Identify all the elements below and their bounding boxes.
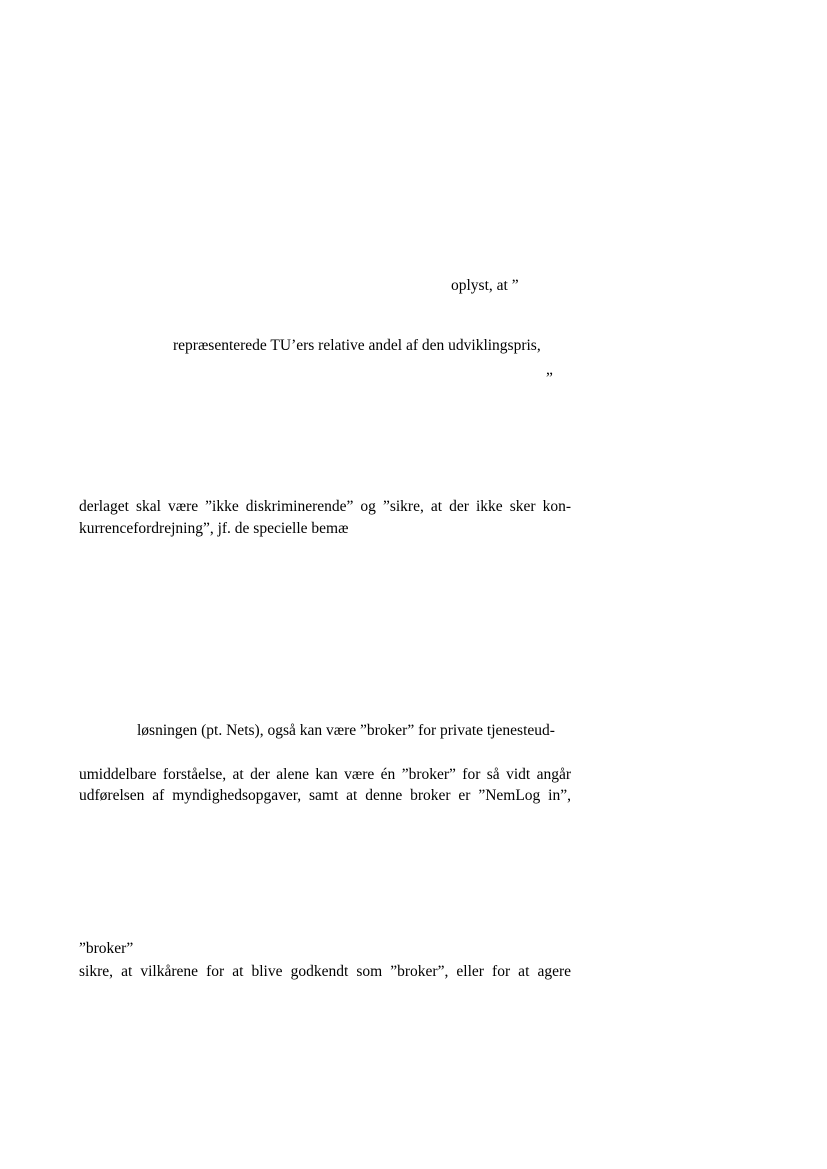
text-line-konkurrencefordrejning: kurrencefordrejning”, jf. de specielle bemæ (79, 520, 349, 537)
text-fragment-oplyst: oplyst, at ” (451, 277, 519, 294)
text-line-nets-broker: løsningen (pt. Nets), også kan være ”broker” for private tjenesteud- (137, 722, 555, 739)
text-line-godkendt-broker: sikre, at vilkårene for at blive godkendt som ”broker”, eller for at agere (79, 963, 571, 980)
text-line-nemlog-in: udførelsen af myndighedsopgaver, samt at denne broker er ”NemLog in”, (79, 787, 571, 804)
text-line-en-broker: umiddelbare forståelse, at der alene kan være én ”broker” for så vidt angår (79, 766, 571, 783)
text-fragment-tu-andel: repræsenterede TU’ers relative andel af den udviklingspris, (173, 337, 541, 354)
text-fragment-broker: ”broker” (79, 940, 134, 957)
text-fragment-quote-mark: ” (546, 370, 553, 387)
text-line-diskriminerende: derlaget skal være ”ikke diskriminerende” og ”sikre, at der ikke sker kon- (79, 498, 571, 515)
